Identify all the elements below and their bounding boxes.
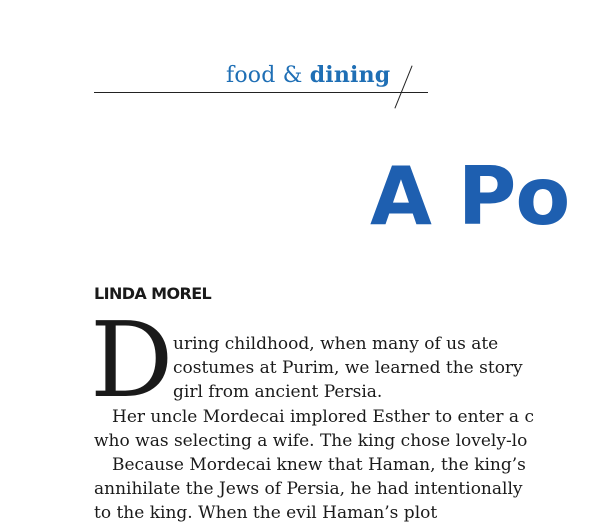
body-line: annihilate the Jews of Persia, he had intentionally	[94, 479, 523, 499]
body-line: to the king. When the evil Haman’s plot	[94, 503, 438, 523]
section-header	[226, 62, 390, 88]
article-title: A Po	[370, 150, 570, 243]
body-line: Her uncle Mordecai implored Esther to enter a c	[112, 407, 534, 427]
body-line: uring childhood, when many of us ate	[173, 334, 499, 354]
section-label-dining: dining	[309, 62, 391, 88]
body-line: who was selecting a wife. The king chose lovely-lo	[94, 431, 528, 451]
author-byline: LINDA MOREL	[94, 284, 212, 303]
header-rule	[94, 92, 428, 93]
drop-cap: D	[90, 299, 174, 421]
body-line: costumes at Purim, we learned the story	[173, 358, 523, 378]
section-label-food: food &	[226, 63, 310, 88]
header-slash-divider	[394, 65, 412, 108]
body-line: girl from ancient Persia.	[173, 382, 383, 402]
body-line: Because Mordecai knew that Haman, the king’s	[112, 455, 526, 475]
